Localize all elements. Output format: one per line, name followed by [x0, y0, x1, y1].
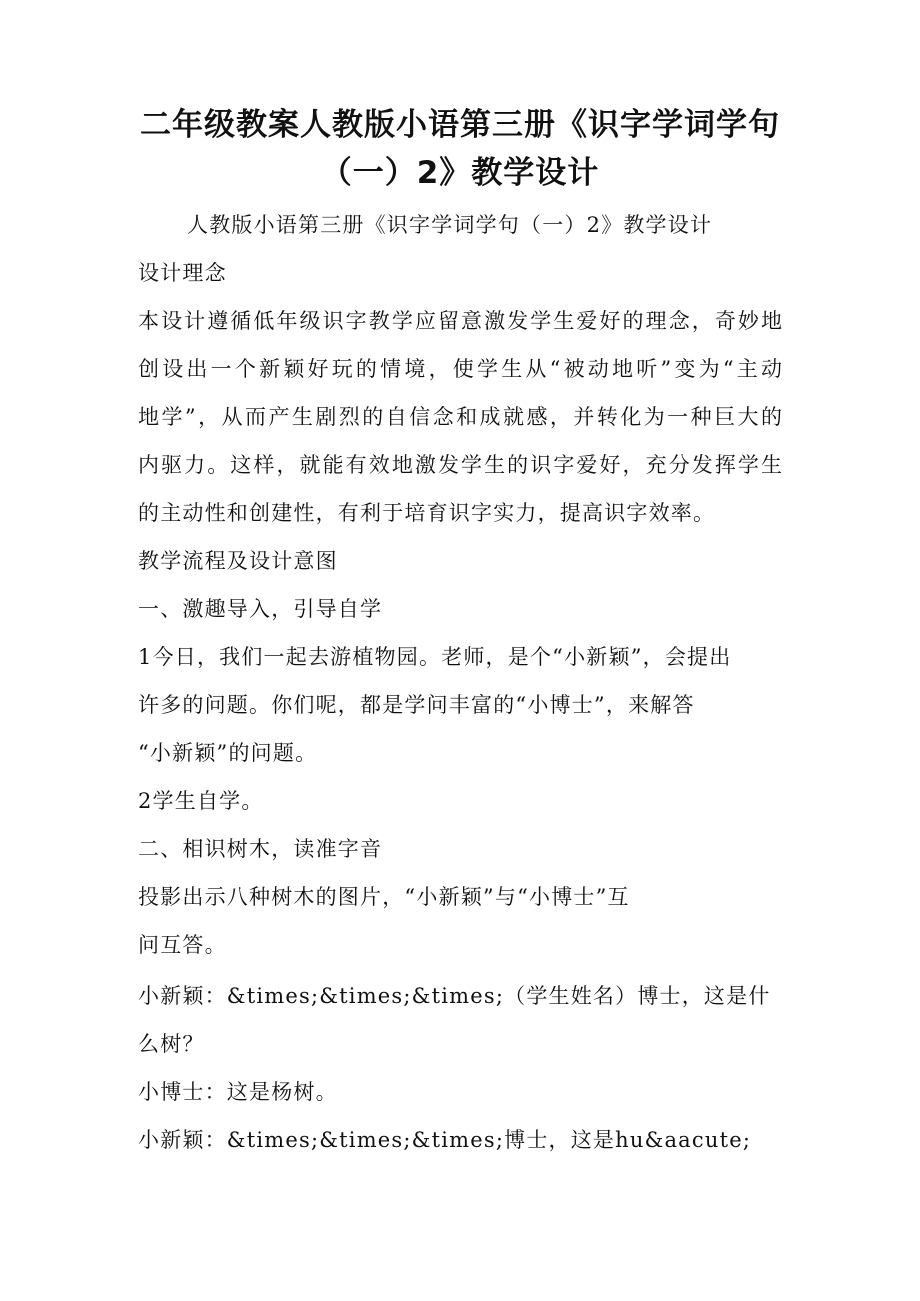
paragraph-line: “小新颖”的问题。	[138, 741, 318, 765]
section-heading-design-concept: 设计理念	[138, 261, 227, 285]
subtitle-line: 人教版小语第三册《识字学词学句（一）2》教学设计	[187, 213, 713, 237]
paragraph-line: 内驱力。这样，就能有效地激发学生的识字爱好，充分发挥学生	[138, 453, 782, 477]
paragraph-line: 地学”，从而产生剧烈的自信念和成就感，并转化为一种巨大的	[138, 405, 782, 429]
paragraph-line: 本设计遵循低年级识字教学应留意激发学生爱好的理念，奇妙地	[138, 309, 782, 333]
paragraph-line: 问互答。	[138, 933, 227, 957]
dialogue-line: 小新颖：&times;&times;&times;（学生姓名）博士，这是什	[138, 984, 771, 1008]
dialogue-line: 么树？	[138, 1032, 205, 1056]
dialogue-line: 小博士：这是杨树。	[138, 1080, 338, 1104]
paragraph-line: 创设出一个新颖好玩的情境，使学生从“被动地听”变为“主动	[138, 357, 782, 381]
paragraph-line: 的主动性和创建性，有利于培育识字实力，提高识字效率。	[138, 501, 716, 525]
paragraph-line: 2学生自学。	[138, 789, 264, 813]
dialogue-line: 小新颖：&times;&times;&times;博士，这是hu&aacute;	[138, 1128, 752, 1152]
paragraph-line: 许多的问题。你们呢，都是学问丰富的“小博士”，来解答	[138, 693, 695, 717]
section-heading-part-one: 一、激趣导入，引导自学	[138, 597, 383, 621]
section-heading-part-two: 二、相识树木，读准字音	[138, 837, 383, 861]
document-title-line-1: 二年级教案人教版小语第三册《识字学词学句	[140, 107, 780, 143]
paragraph-line: 1今日，我们一起去游植物园。老师，是个“小新颖”，会提出	[138, 645, 732, 669]
document-title-line-2: （一）2》教学设计	[320, 155, 600, 191]
paragraph-line: 投影出示八种树木的图片，“小新颖”与“小博士”互	[138, 885, 630, 909]
section-heading-teaching-flow: 教学流程及设计意图	[138, 549, 338, 573]
